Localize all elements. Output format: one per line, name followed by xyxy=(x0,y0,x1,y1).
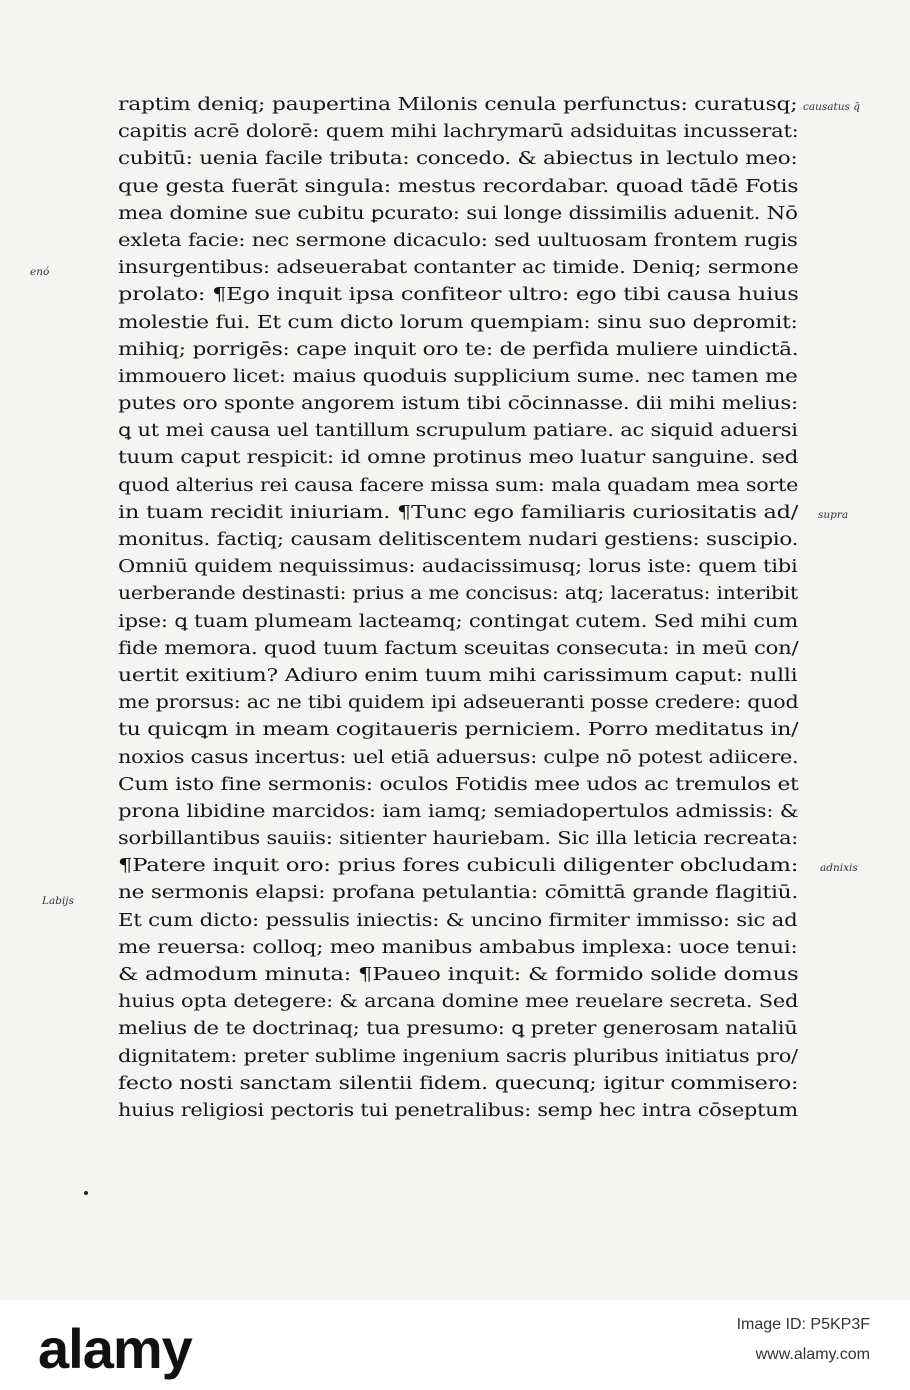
text-line: huius religiosi pectoris tui penetralibus: semp hec intra cōseptum xyxy=(118,1100,798,1121)
text-line: me reuersa: colloq; meo manibus ambabus implexa: uoce tenui: xyxy=(118,937,798,958)
text-line: ne sermonis elapsi: profana petulantia: cōmittā grande flagitiū. xyxy=(118,883,798,904)
text-line: huius opta detegere: & arcana domine mee reuelare secreta. Sed xyxy=(118,992,799,1013)
page-text-block xyxy=(118,92,798,1125)
text-line: mihiq; porrigēs: cape inquit oro te: de perfida muliere uindictā. xyxy=(118,339,799,360)
image-id-label: Image ID: P5KP3F xyxy=(736,1316,870,1333)
text-line: ipse: ꝗ tuam plumeam lacteamq; contingat cutem. Sed mihi cum xyxy=(118,611,798,632)
text-line: monitus. factiq; causam delitiscentem nudari gestiens: suscipio. xyxy=(118,530,799,550)
text-line: me prorsus: ac ne tibi quidem ipi adseueranti posse credere: quod xyxy=(118,693,799,714)
text-line: ꝗ ut mei causa uel tantillum scrupulum patiare. ac siquid aduersi xyxy=(118,421,798,442)
text-line: immouero licet: maius quoduis supplicium sume. nec tamen me xyxy=(118,366,798,387)
text-line: Cum isto fine sermonis: oculos Fotidis mee udos ac tremulos et xyxy=(118,774,799,795)
text-line: prolato: ¶Ego inquit ipsa confiteor ultro: ego tibi causa huius xyxy=(118,285,799,306)
text-line: fide memora. quod tuum factum sceuitas consecuta: in meū con/ xyxy=(118,638,799,659)
ink-dot xyxy=(84,1191,88,1195)
text-line: que gesta fuerāt singula: mestus recordabar. quoad tādē Fotis xyxy=(118,176,799,197)
margin-note: Labijs xyxy=(42,895,74,907)
margin-note: adnixis xyxy=(820,862,858,874)
text-line: mea domine sue cubitu ꝑcurato: sui longe dissimilis aduenit. Nō xyxy=(118,203,798,224)
text-line: melius de te doctrinaq; tua presumo: ꝗ preter generosam nataliū xyxy=(118,1019,798,1040)
text-line: prona libidine marcidos: iam iamq; semiadopertulos admissis: & xyxy=(118,801,799,822)
margin-note: causatus q̄ xyxy=(803,101,860,113)
text-line: molestie fui. Et cum dicto lorum quempiam: sinu suo depromit: xyxy=(118,312,798,333)
text-line: fecto nosti sanctam silentii fidem. quecunq; igitur commisero: xyxy=(118,1073,799,1094)
text-line: exleta facie: nec sermone dicaculo: sed uultuosam frontem rugis xyxy=(118,230,798,251)
margin-note: enó xyxy=(30,266,50,278)
text-line: tu quicꝗm in meam cogitaueris perniciem. Porro meditatus in/ xyxy=(118,720,799,741)
text-line: ¶Patere inquit oro: prius fores cubiculi diligenter obcludam: xyxy=(118,856,799,877)
alamy-logo: alamy xyxy=(38,1317,192,1380)
text-line: uerberande destinasti: prius a me concisus: atq; laceratus: interibit xyxy=(118,584,798,605)
text-line: cubitū: uenia facile tributa: concedo. & abiectus in lectulo meo: xyxy=(118,149,798,170)
margin-note: supra xyxy=(818,509,849,521)
text-line: & admodum minuta: ¶Paueo inquit: & formido solide domus xyxy=(118,965,799,985)
text-line: tuum caput respicit: id omne protinus meo luatur sanguine. sed xyxy=(118,448,799,469)
text-line: dignitatem: preter sublime ingenium sacris pluribus initiatus pro/ xyxy=(118,1046,798,1067)
source-url[interactable]: www.alamy.com xyxy=(755,1346,870,1363)
text-line: Omniū quidem nequissimus: audacissimusq; lorus iste: quem tibi xyxy=(118,557,798,578)
text-line: in tuam recidit iniuriam. ¶Tunc ego familiaris curiositatis ad/ xyxy=(118,502,799,523)
text-line: raptim deniq; paupertina Milonis cenula perfunctus: curatusq; xyxy=(118,95,798,115)
text-line: insurgentibus: adseuerabat contanter ac timide. Deniq; sermone xyxy=(118,258,799,279)
text-line: capitis acrē dolorē: quem mihi lachrymarū adsiduitas incusserat: xyxy=(118,122,799,143)
text-line: quod alterius rei causa facere missa sum: mala quadam mea sorte xyxy=(118,475,799,496)
text-line: putes oro sponte angorem istum tibi cōcinnasse. dii mihi melius: xyxy=(118,394,798,415)
text-line: Et cum dicto: pessulis iniectis: & uncino firmiter immisso: sic ad xyxy=(118,910,798,931)
watermark-footer xyxy=(0,1300,910,1390)
text-line: uertit exitium? Adiuro enim tuum mihi carissimum caput: nulli xyxy=(118,665,798,686)
text-line: noxios casus incertus: uel etiā aduersus: culpe nō potest adiicere. xyxy=(118,747,799,768)
text-line: sorbillantibus sauiis: sitienter hauriebam. Sic illa leticia recreata: xyxy=(118,829,799,850)
